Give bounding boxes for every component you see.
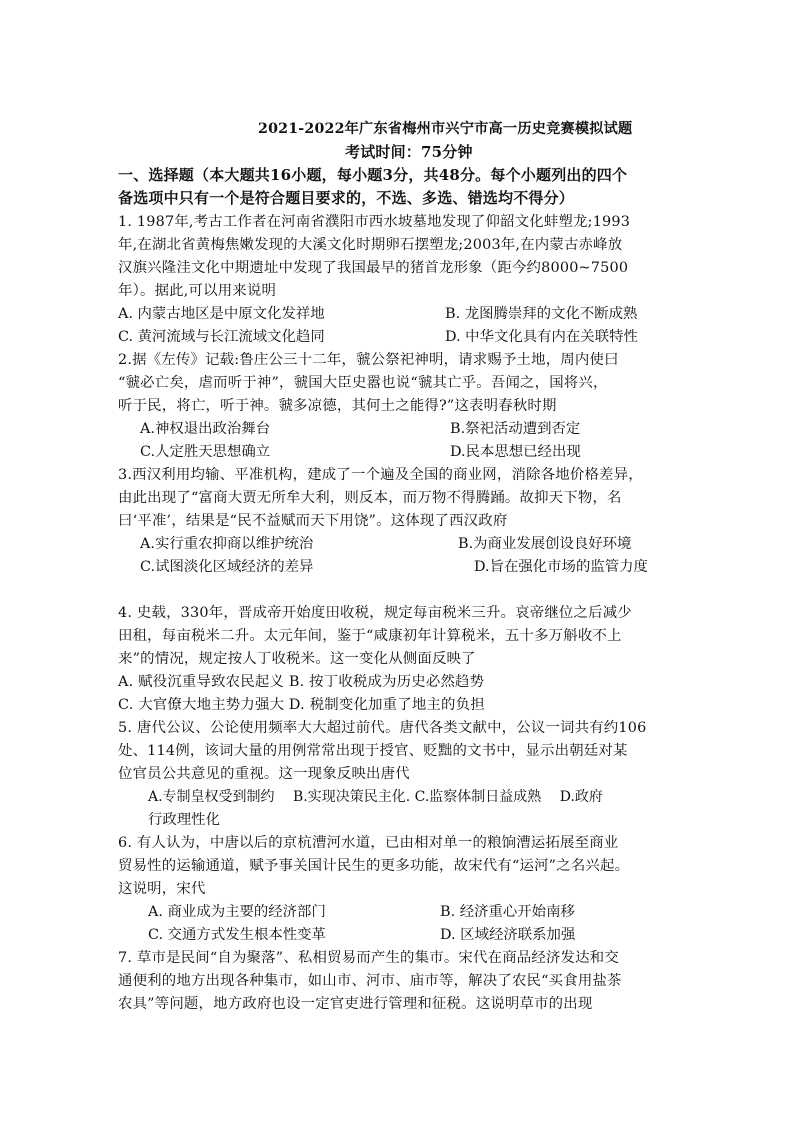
question-6-option-b: B. 经济重心开始南移 [440,904,575,920]
question-2-line-3: 听于民，将亡，听于神。虢多凉德，其何土之能得?”这表明春秋时期 [118,398,557,414]
question-7-line-1: 7. 草市是民间“自为聚落”、私相贸易而产生的集市。宋代在商品经济发达和交 [118,950,619,966]
section-heading-line-1: 一、选择题（本大题共16小题，每小题3分，共48分。每个小题列出的四个 [118,166,628,184]
question-4-line-1: 4. 史载，330年，晋成帝开始度田收税，规定每亩税米三升。哀帝继位之后减少 [118,605,632,621]
section-heading-line-2: 备选项中只有一个是符合题目要求的，不选、多选、错选均不得分） [118,189,575,207]
question-1-option-d: D. 中华文化具有内在关联特性 [445,329,638,345]
question-2-line-1: 2.据《左传》记载:鲁庄公三十二年，虢公祭祀神明，请求赐予土地，周内使曰 [118,352,619,368]
exam-time: 考试时间：75分钟 [345,143,473,161]
question-2-option-c: C.人定胜天思想确立 [140,444,271,460]
question-1-option-a: A. 内蒙古地区是中原文化发祥地 [118,306,325,322]
question-3-line-1: 3.西汉利用均输、平准机构，建成了一个遍及全国的商业网，消除各地价格差异， [118,467,643,483]
question-6-option-d: D. 区域经济联系加强 [440,927,576,943]
question-1-option-b: B. 龙图腾崇拜的文化不断成熟 [445,306,638,322]
question-1-option-c: C. 黄河流域与长江流域文化趋同 [118,329,325,345]
question-6-line-2: 贸易性的运输通道，赋予事关国计民生的更多功能，故宋代有“运河”之名兴起。 [118,858,630,874]
question-3-option-c: C.试图淡化区域经济的差异 [140,559,314,575]
question-2-line-2: “虢必亡矣，虐而听于神”，虢国大臣史嚣也说“虢其亡乎。吾闻之，国将兴， [118,375,608,391]
question-4-options-cd: C. 大官僚大地主势力强大 D. 税制变化加重了地主的负担 [118,697,485,713]
question-1-line-1: 1. 1987年,考古工作者在河南省濮阳市西水坡墓地发现了仰韶文化蚌塑龙;1993 [118,214,631,230]
question-1-line-3: 汉旗兴隆洼文化中期遗址中发现了我国最早的猪首龙形象（距今约8000~7500 [118,260,629,276]
question-4-line-3: 来”的情况，规定按人丁收税米。这一变化从侧面反映了 [118,651,476,667]
question-6-line-3: 这说明，宋代 [118,881,206,897]
question-7-line-2: 通便利的地方出现各种集市，如山市、河市、庙市等，解决了农民“买食用盐茶 [118,973,622,989]
question-3-option-a: A.实行重农抑商以维护统治 [140,536,314,552]
question-4-options-ab: A. 赋役沉重导致农民起义 B. 按丁收税成为历史必然趋势 [118,674,485,690]
question-2-option-d: D.民本思想已经出现 [450,444,581,460]
question-6-line-1: 6. 有人认为，中唐以后的京杭漕河水道，已由相对单一的粮饷漕运拓展至商业 [118,835,619,851]
question-5-line-2: 处、114例，该词大量的用例常常出现于授官、贬黜的文书中，显示出朝廷对某 [118,743,628,759]
question-6-option-a: A. 商业成为主要的经济部门 [148,904,326,920]
question-2-option-a: A.神权退出政治舞台 [140,421,271,437]
question-6-option-c: C. 交通方式发生根本性变革 [148,927,326,943]
question-3-option-d: D.旨在强化市场的监管力度 [474,559,648,575]
question-3-line-3: 曰‘平准’，结果是“民不益赋而天下用饶”。这体现了西汉政府 [118,513,508,529]
question-5-line-3: 位官员公共意见的重视。这一现象反映出唐代 [118,766,410,782]
question-7-line-3: 农具”等问题，地方政府也设一定官吏进行管理和征税。这说明草市的出现 [118,996,593,1012]
question-5-line-1: 5. 唐代公议、公论使用频率大大超过前代。唐代各类文献中，公议一词共有约106 [118,720,647,736]
question-4-line-2: 田租，每亩税米二升。太元年间，鉴于“咸康初年计算税米，五十多万斛收不上 [118,628,622,644]
question-5-options-continued: 行政理性化 [148,812,220,828]
question-2-option-b: B.祭祀活动遭到否定 [450,421,581,437]
question-3-line-2: 由此出现了“富商大贾无所牟大利，则反本，而万物不得腾踊。故抑天下物，名 [118,490,622,506]
question-3-option-b: B.为商业发展创设良好环境 [458,536,632,552]
question-5-options: A.专制皇权受到制约 B.实现决策民主化. C.监察体制日益成熟 D.政府 [148,789,603,805]
question-1-line-2: 年,在湖北省黄梅焦嫩发现的大溪文化时期卵石摆塑龙;2003年,在内蒙古赤峰放 [118,237,623,253]
question-1-line-4: 年）。据此,可以用来说明 [118,283,277,299]
exam-title: 2021-2022年广东省梅州市兴宁市高一历史竞赛模拟试题 [258,121,633,137]
